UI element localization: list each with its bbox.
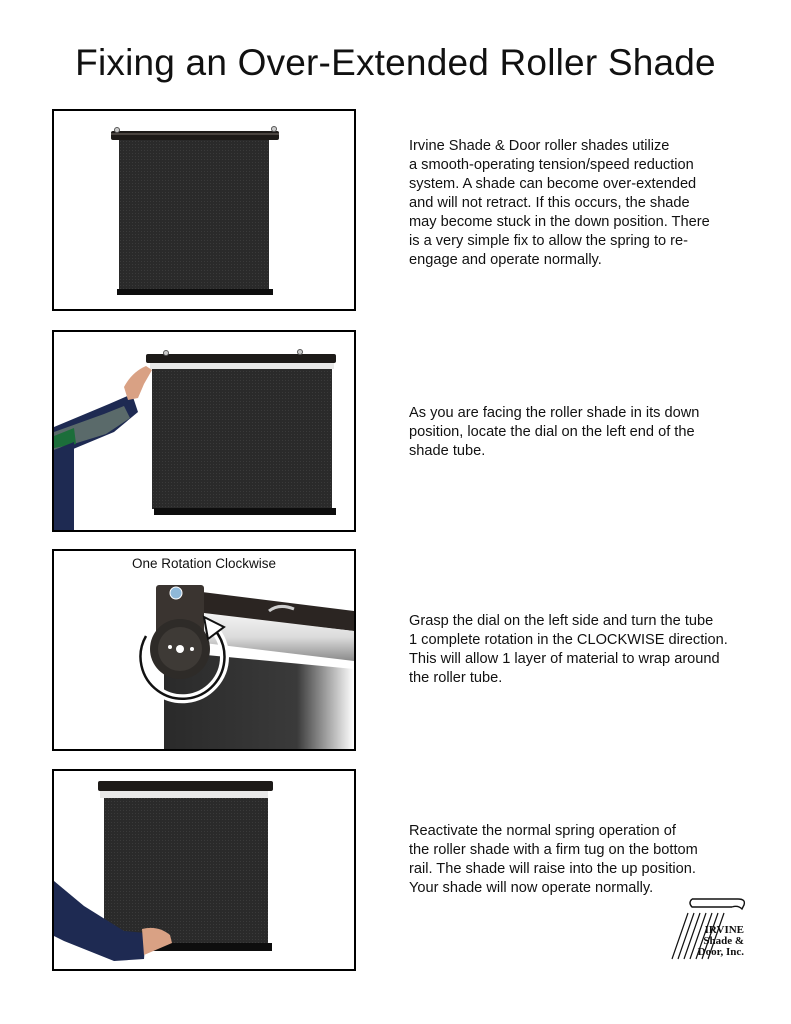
step-4-description: Reactivate the normal spring operation of the roller shade with a firm tug on the bottom rail. The shade will raise into the up position. Your shade will now operate normally. bbox=[409, 823, 698, 896]
irvine-logo bbox=[666, 893, 748, 963]
logo-line-1: IRVINE bbox=[704, 924, 744, 936]
step-4-image-frame bbox=[52, 769, 356, 971]
hand-tugging-bottom-rail-image bbox=[54, 771, 354, 969]
step-3-image-frame bbox=[52, 549, 356, 751]
step-3-description: Grasp the dial on the left side and turn the tube 1 complete rotation in the CLOCKWISE direction. This will allow 1 layer of material to wrap around the roller tube. bbox=[409, 613, 728, 686]
logo-line-2: Shade & bbox=[703, 935, 744, 947]
step-2-image-frame bbox=[52, 330, 356, 532]
step-1-description: Irvine Shade & Door roller shades utilize a smooth-operating tension/speed reduction system. A shade can become over-extended and will not retract. If this occurs, the shade may become stuck in the down position. There is a very simple fix to allow the spring to re- engage and operate normally. bbox=[409, 138, 710, 268]
step-1-image-frame bbox=[52, 109, 356, 311]
page-title: Fixing an Over-Extended Roller Shade bbox=[75, 42, 716, 83]
logo-line-3: Door, Inc. bbox=[697, 946, 744, 958]
roller-shade-down-image bbox=[54, 111, 354, 309]
step-2-description: As you are facing the roller shade in its down position, locate the dial on the left end of the shade tube. bbox=[409, 405, 700, 459]
hand-locating-dial-image bbox=[54, 332, 354, 530]
step-3-caption: One Rotation Clockwise bbox=[131, 556, 277, 571]
dial-closeup-rotation-image bbox=[54, 551, 354, 749]
